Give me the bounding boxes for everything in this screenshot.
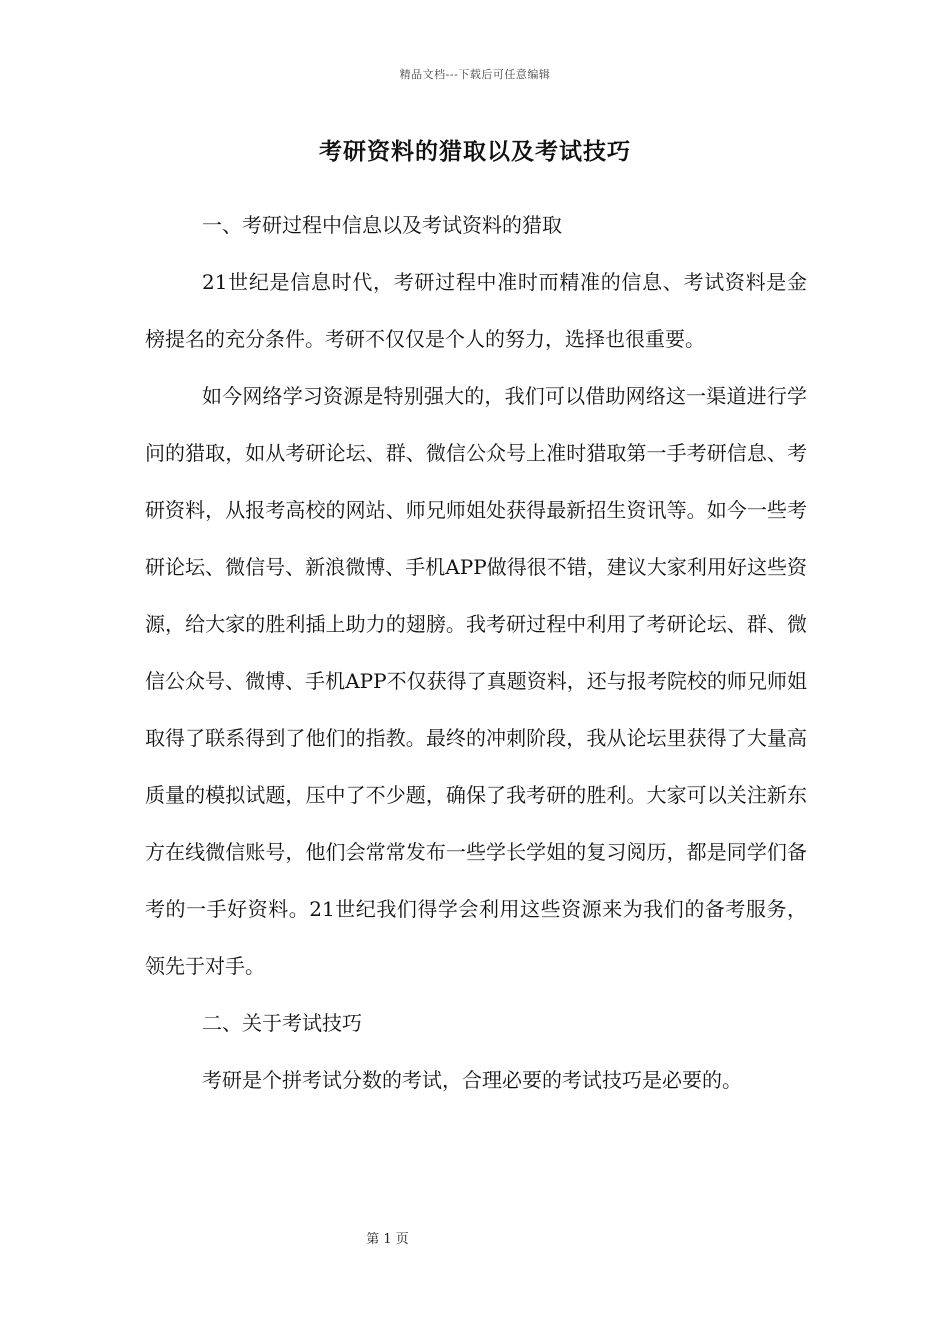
document-title: 考研资料的猎取以及考试技巧 bbox=[319, 138, 631, 165]
section-heading-1: 一、考研过程中信息以及考试资料的猎取 bbox=[202, 213, 562, 237]
paragraph-3: 考研是个拼考试分数的考试，合理必要的考试技巧是必要的。 bbox=[202, 1068, 742, 1092]
section-heading-2: 二、关于考试技巧 bbox=[202, 1011, 362, 1035]
page-number: 第 1 页 bbox=[366, 1232, 409, 1247]
paragraph-1: 21世纪是信息时代，考研过程中准时而精准的信息、考试资料是金榜提名的充分条件。考研不仅仅是个人的努力，选择也很重要。 bbox=[145, 270, 807, 351]
document-body bbox=[145, 197, 807, 1109]
paragraph-2: 如今网络学习资源是特别强大的，我们可以借助网络这一渠道进行学问的猎取，如从考研论坛、群、微信公众号上准时猎取第一手考研信息、考研资料，从报考高校的网站、师兄师姐处获得最新招生资讯等。如今一些考研论坛、微信号、新浪微博、手机APP做得很不错，建议大家利用好这些资源，给大家的胜利插上助力的翅膀。我考研过程中利用了考研论坛、群、微信公众号、微博、手机APP不仅获得了真题资料，还与报考院校的师兄师姐取得了联系得到了他们的指教。最终的冲刺阶段，我从论坛里获得了大量高质量的模拟试题，压中了不少题，确保了我考研的胜利。大家可以关注新东方在线微信账号，他们会常常发布一些学长学姐的复习阅历，都是同学们备考的一手好资料。21世纪我们得学会利用这些资源来为我们的备考服务，领先于对手。 bbox=[145, 384, 807, 978]
header-note: 精品文档---下载后可任意编辑 bbox=[399, 68, 551, 81]
